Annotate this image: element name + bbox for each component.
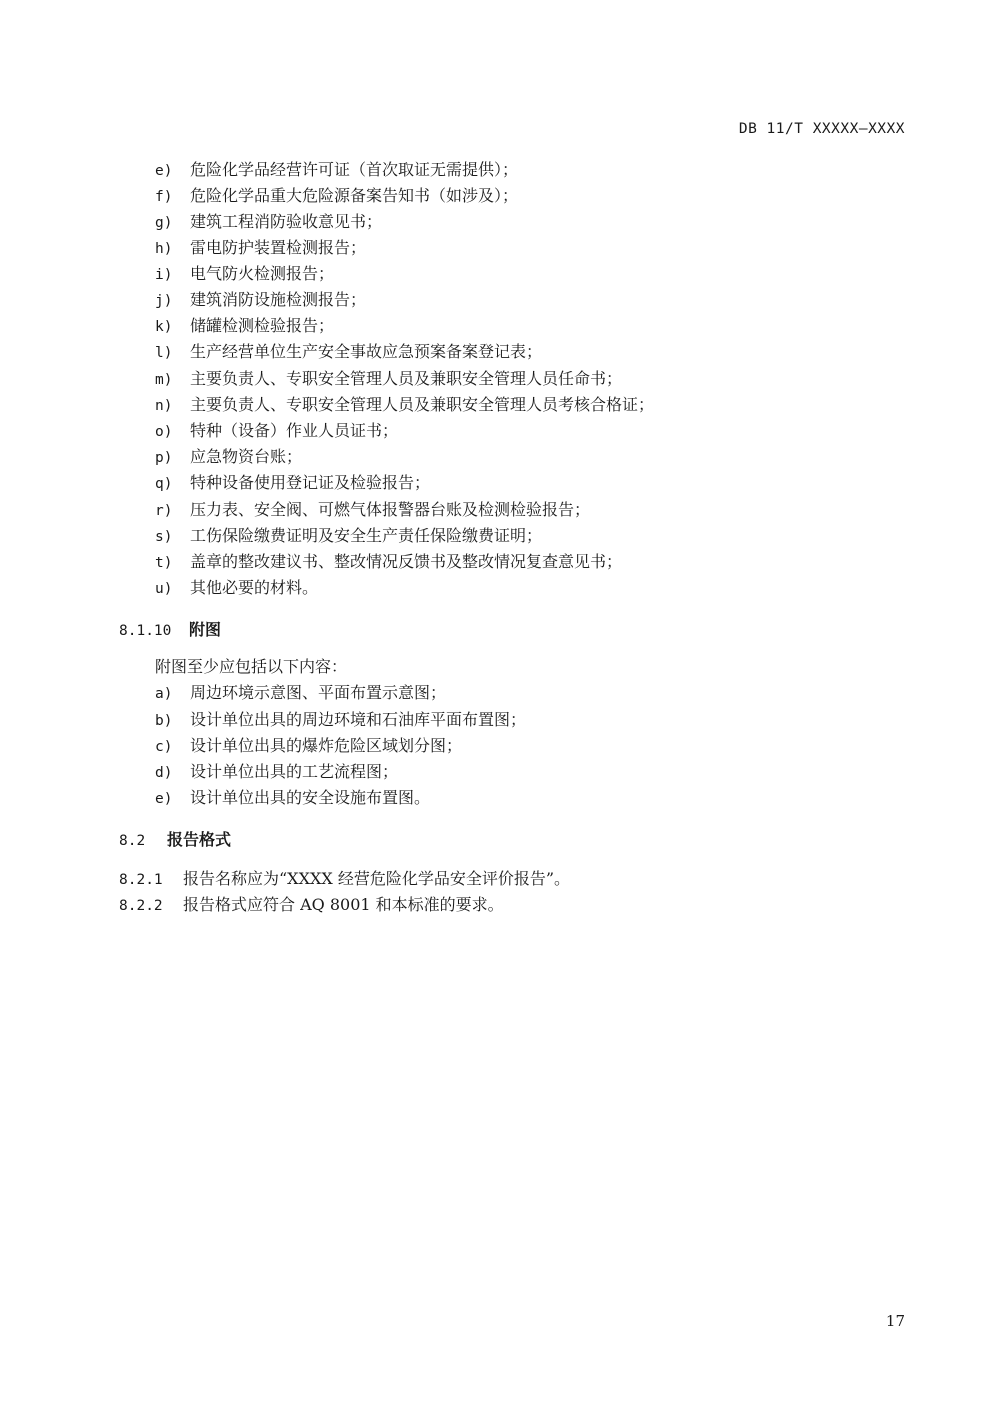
section-title: 附图: [189, 620, 222, 639]
list-item-text: 工伤保险缴费证明及安全生产责任保险缴费证明；: [190, 526, 543, 545]
list-item-mark: q): [155, 476, 173, 492]
clause-8-2-2: [119, 892, 504, 918]
list-item-mark: p): [155, 450, 173, 466]
list-item-mark: h): [155, 241, 173, 257]
header-doc-code: DB 11/T XXXXX—XXXX: [738, 121, 905, 137]
list-item-text: 设计单位出具的周边环境和石油库平面布置图；: [190, 710, 527, 729]
list-item: [155, 497, 590, 523]
list-item-text: 周边环境示意图、平面布置示意图；: [190, 683, 447, 702]
list-item-mark: t): [155, 555, 173, 571]
list-item-text: 储罐检测检验报告；: [190, 316, 335, 335]
list-item-mark: n): [155, 398, 173, 414]
list-item-text: 应急物资台账；: [190, 447, 303, 466]
list-item: [155, 470, 430, 496]
list-item-mark: e): [155, 791, 173, 807]
list-item: [155, 523, 542, 549]
list-item-mark: b): [155, 713, 173, 729]
list-item-text: 建筑消防设施检测报告；: [190, 290, 367, 309]
list-item-mark: k): [155, 319, 173, 335]
list-item-mark: o): [155, 424, 173, 440]
list-item-text: 其他必要的材料。: [190, 578, 319, 597]
section-intro: 附图至少应包括以下内容：: [155, 657, 348, 676]
list-item: [155, 235, 366, 261]
list-item: [155, 575, 318, 601]
list-item-mark: u): [155, 581, 173, 597]
list-item: [155, 759, 398, 785]
list-item-text: 特种（设备）作业人员证书；: [190, 421, 399, 440]
list-item: [155, 183, 518, 209]
list-item-text: 设计单位出具的安全设施布置图。: [190, 788, 431, 807]
section-number: 8.1.10: [119, 623, 172, 639]
list-item-text: 主要负责人、专职安全管理人员及兼职安全管理人员考核合格证；: [190, 395, 655, 414]
clause-number: 8.2.1: [119, 872, 163, 888]
list-item-mark: l): [155, 345, 173, 361]
list-item-mark: d): [155, 765, 173, 781]
list-item: [155, 418, 398, 444]
list-item: [155, 287, 366, 313]
list-item-mark: f): [155, 189, 173, 205]
list-item: [155, 157, 518, 183]
list-item: [155, 680, 446, 706]
list-item-text: 设计单位出具的工艺流程图；: [190, 762, 399, 781]
list-item-text: 危险化学品经营许可证（首次取证无需提供）；: [190, 160, 519, 179]
list-item: [155, 444, 302, 470]
list-item: [155, 209, 382, 235]
list-item-mark: m): [155, 372, 173, 388]
list-item-mark: i): [155, 267, 173, 283]
list-item: [155, 339, 542, 365]
list-item-mark: r): [155, 503, 173, 519]
list-item-mark: a): [155, 686, 173, 702]
list-item-text: 特种设备使用登记证及检验报告；: [190, 473, 431, 492]
clause-text: 报告名称应为“XXXX 经营危险化学品安全评价报告”。: [183, 869, 571, 888]
list-item-text: 危险化学品重大危险源备案告知书（如涉及）；: [190, 186, 519, 205]
list-item-text: 设计单位出具的爆炸危险区域划分图；: [190, 736, 463, 755]
list-item-text: 盖章的整改建议书、整改情况反馈书及整改情况复查意见书；: [190, 552, 623, 571]
list-item-mark: s): [155, 529, 173, 545]
page-number: 17: [885, 1312, 905, 1330]
section-title: 报告格式: [167, 830, 232, 849]
section-number: 8.2: [119, 833, 146, 849]
list-item: [155, 785, 430, 811]
list-item: [155, 261, 334, 287]
list-item: [155, 733, 462, 759]
list-item: [155, 549, 622, 575]
list-item-text: 生产经营单位生产安全事故应急预案备案登记表；: [190, 342, 543, 361]
list-item-text: 主要负责人、专职安全管理人员及兼职安全管理人员任命书；: [190, 369, 623, 388]
list-item-mark: c): [155, 739, 173, 755]
clause-8-2-1: [119, 866, 570, 892]
list-item-mark: e): [155, 163, 173, 179]
list-item: [155, 313, 334, 339]
list-item-text: 电气防火检测报告；: [190, 264, 335, 283]
section-heading-8-1-10: [119, 617, 221, 643]
list-item-mark: g): [155, 215, 173, 231]
list-item: [155, 707, 526, 733]
clause-text: 报告格式应符合 AQ 8001 和本标准的要求。: [183, 895, 504, 914]
list-item-text: 建筑工程消防验收意见书；: [190, 212, 383, 231]
section-heading-8-2: [119, 827, 231, 853]
list-item: [155, 392, 654, 418]
clause-number: 8.2.2: [119, 898, 163, 914]
list-item: [155, 366, 622, 392]
list-item-mark: j): [155, 293, 173, 309]
list-item-text: 压力表、安全阀、可燃气体报警器台账及检测检验报告；: [190, 500, 591, 519]
list-item-text: 雷电防护装置检测报告；: [190, 238, 367, 257]
